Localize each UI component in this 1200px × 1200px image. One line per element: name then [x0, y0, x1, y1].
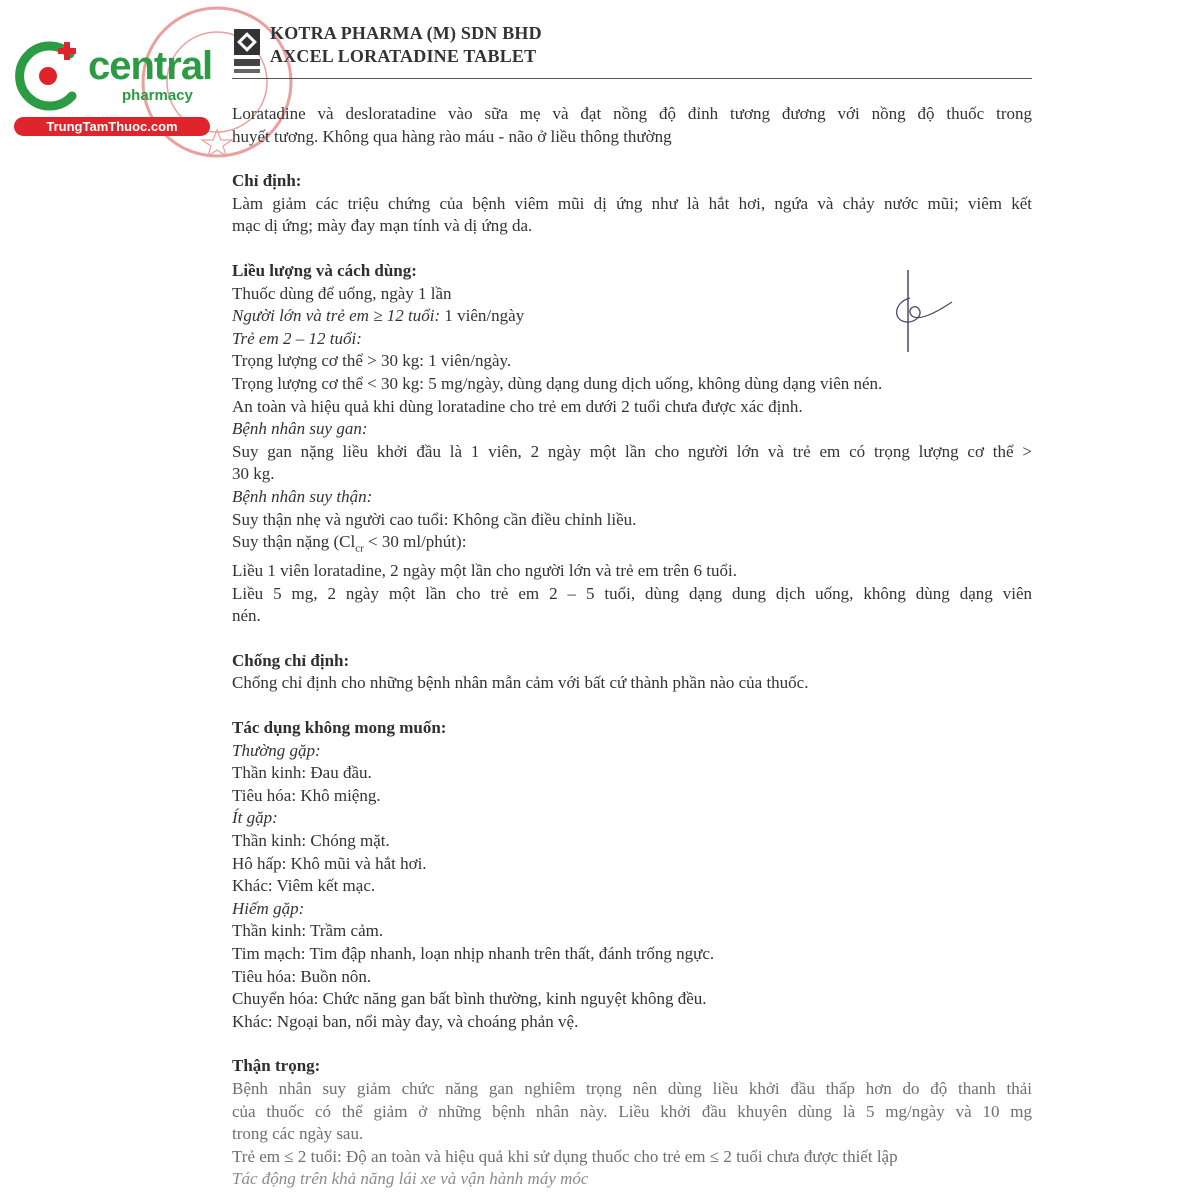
effect-line: Khác: Ngoại ban, nổi mày đay, và choáng phản vệ. [232, 1011, 579, 1031]
caution-line: trong các ngày sau. [232, 1124, 364, 1144]
chi-dinh-line: Làm giảm các triệu chứng của bệnh viêm mũi dị ứng như là hắt hơi, ngứa và chảy nước mũi; viêm kết [232, 193, 1032, 213]
dose-liver-line: Suy gan nặng liều khởi đầu là 1 viên, 2 ngày một lần cho người lớn và trẻ em có trọng lượng cơ thể > [232, 441, 1032, 461]
dose-child-line: Trọng lượng cơ thể < 30 kg: 5 mg/ngày, dùng dạng dung dịch uống, không dùng dạng viên nén. [232, 373, 883, 393]
section-heading-than-trong: Thận trọng: [232, 1056, 321, 1076]
dose-kidney-line: nén. [232, 606, 261, 626]
document-body [232, 103, 1032, 1191]
dose-adult [232, 305, 1032, 328]
section-heading-tac-dung: Tác dụng không mong muốn: [232, 718, 447, 738]
effect-line: Khác: Viêm kết mạc. [232, 876, 376, 896]
effect-line: Thần kinh: Đau đầu. [232, 763, 372, 783]
header-product: AXCEL LORATADINE TABLET [270, 46, 537, 66]
effect-common-label: Thường gặp: [232, 740, 321, 760]
dose-child-line: An toàn và hiệu quả khi dùng loratadine cho trẻ em dưới 2 tuổi chưa được xác định. [232, 396, 803, 416]
dose-child-line: Trọng lượng cơ thể > 30 kg: 1 viên/ngày. [232, 351, 512, 371]
section-heading-chong-chi-dinh: Chống chỉ định: [232, 650, 350, 670]
watermark-url: TrungTamThuoc.com [14, 117, 210, 136]
section-heading-lieu-luong: Liều lượng và cách dùng: [232, 260, 417, 280]
caution-next-label: Tác động trên khả năng lái xe và vận hành máy móc [232, 1169, 589, 1189]
dose-line: Thuốc dùng để uống, ngày 1 lần [232, 283, 452, 303]
chi-dinh-line: mạc dị ứng; mày đay mạn tính và dị ứng da. [232, 216, 533, 236]
caution-line: Bệnh nhân suy giảm chức năng gan nghiêm trọng nên dùng liều khởi đầu thấp hơn do độ thanh thải [232, 1078, 1032, 1098]
chong-chi-dinh-line: Chống chỉ định cho những bệnh nhân mẫn cảm với bất cứ thành phần nào của thuốc. [232, 673, 809, 693]
intro-line: huyết tương. Không qua hàng rào máu - não ở liều thông thường [232, 126, 672, 146]
effect-line: Tiêu hóa: Buồn nôn. [232, 966, 372, 986]
dose-kidney-line: Suy thận nhẹ và người cao tuổi: Không cần điều chỉnh liều. [232, 509, 637, 529]
effect-uncommon-label: Ít gặp: [232, 808, 278, 828]
watermark-subtitle: pharmacy [122, 87, 193, 104]
kidney-clcr-suffix: < 30 ml/phút): [363, 532, 467, 552]
caution-line: của thuốc có thể giảm ở những bệnh nhân này. Liều khởi đầu khuyên dùng là 5 mg/ngày và 10 mg [232, 1101, 1032, 1121]
effect-line: Tim mạch: Tim đập nhanh, loạn nhịp nhanh trên thất, đánh trống ngực. [232, 943, 715, 963]
effect-line: Thần kinh: Trầm cảm. [232, 921, 384, 941]
dose-adult-label: Người lớn và trẻ em ≥ 12 tuổi: [232, 306, 441, 326]
header-company: KOTRA PHARMA (M) SDN BHD [270, 23, 542, 43]
kidney-clcr-sub: cr [355, 542, 364, 555]
dose-kidney-line: Liều 5 mg, 2 ngày một lần cho trẻ em 2 – 5 tuổi, dùng dạng dung dịch uống, không dùng dạng viên [232, 583, 1032, 603]
dose-liver-line: 30 kg. [232, 464, 275, 484]
effect-line: Thần kinh: Chóng mặt. [232, 831, 390, 851]
dose-kidney-line [232, 531, 1032, 560]
dose-kidney-line: Liều 1 viên loratadine, 2 ngày một lần cho người lớn và trẻ em trên 6 tuổi. [232, 561, 737, 581]
kotra-logo-icon [232, 27, 264, 77]
kidney-clcr-prefix: Suy thận nặng (Cl [232, 532, 356, 552]
effect-rare-label: Hiếm gặp: [232, 898, 305, 918]
dose-kidney-label: Bệnh nhân suy thận: [232, 486, 373, 506]
dose-adult-value: 1 viên/ngày [440, 306, 525, 326]
effect-line: Hô hấp: Khô mũi và hắt hơi. [232, 853, 427, 873]
effect-line: Chuyển hóa: Chức năng gan bất bình thường, kinh nguyệt không đều. [232, 989, 707, 1009]
section-heading-chi-dinh: Chỉ định: [232, 171, 302, 191]
dose-child-label: Trẻ em 2 – 12 tuổi: [232, 328, 362, 348]
effect-line: Tiêu hóa: Khô miệng. [232, 785, 381, 805]
caution-line: Trẻ em ≤ 2 tuổi: Độ an toàn và hiệu quả khi sử dụng thuốc cho trẻ em ≤ 2 tuổi chưa được thiết lập [232, 1146, 898, 1166]
dose-liver-label: Bệnh nhân suy gan: [232, 419, 368, 439]
header-divider [232, 78, 1032, 79]
intro-line: Loratadine và desloratadine vào sữa mẹ và đạt nồng độ đỉnh tương đương với nồng độ thuốc trong [232, 104, 1032, 123]
watermark-brand: central [88, 44, 213, 88]
